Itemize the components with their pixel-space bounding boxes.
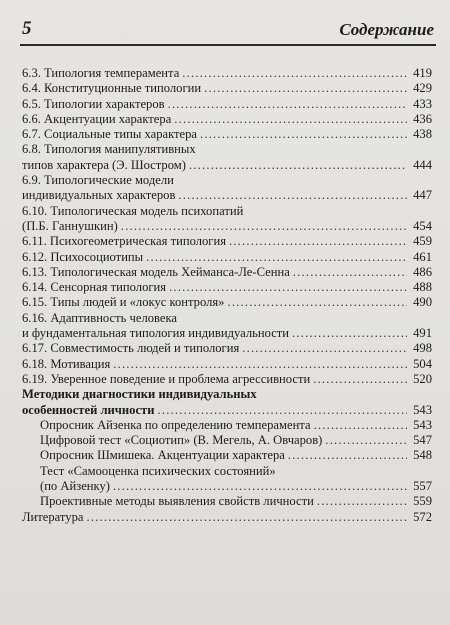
toc-entry	[22, 494, 432, 509]
dot-leader	[146, 250, 407, 265]
toc-entry-title: Проективные методы выявления свойств личности	[40, 494, 314, 509]
toc-entry-title: особенностей личности	[22, 402, 155, 417]
toc-page-number: 491	[413, 326, 432, 341]
toc-page-number: 444	[413, 157, 432, 172]
toc-entry	[22, 448, 432, 463]
toc-entry	[22, 81, 432, 96]
dot-leader	[325, 433, 407, 448]
toc-entry-title: 6.18. Мотивация	[22, 356, 111, 371]
toc-page-number: 543	[413, 402, 432, 417]
toc-entry-title: 6.7. Социальные типы характера	[22, 127, 198, 142]
toc-entry	[22, 341, 432, 356]
toc-entry-line	[22, 372, 432, 387]
toc-entry-title: (по Айзенку)	[40, 479, 110, 494]
dot-leader	[292, 326, 407, 341]
toc-entry-line	[22, 265, 432, 280]
toc-entry-line	[22, 250, 432, 265]
toc-entry-line	[22, 66, 432, 81]
dot-leader	[168, 97, 407, 112]
toc-entry-line	[22, 219, 432, 234]
toc-entry-title: 6.8. Типология манипулятивных	[22, 142, 196, 157]
toc-page-number: 498	[413, 341, 432, 356]
dot-leader	[178, 188, 407, 203]
toc-entry	[22, 265, 432, 280]
toc-entry	[22, 204, 432, 235]
toc-entry-title: Тест «Самооценка психических состояний»	[40, 463, 276, 478]
toc-entry	[22, 433, 432, 448]
toc-page-number: 459	[413, 234, 432, 249]
dot-leader	[229, 234, 407, 249]
dot-leader	[169, 280, 407, 295]
toc-entry-title: 6.9. Типологические модели	[22, 173, 174, 188]
page-number: 5	[22, 18, 32, 39]
toc-entry-line	[22, 479, 432, 494]
toc-entry-title: типов характера (Э. Шостром)	[22, 157, 186, 172]
toc-entry-line	[22, 295, 432, 310]
toc-entry-title: 6.10. Типологическая модель психопатий	[22, 203, 244, 218]
dot-leader	[182, 66, 407, 81]
toc-entry-title: 6.16. Адаптивность человека	[22, 310, 178, 325]
toc-page-number: 461	[413, 249, 432, 264]
dot-leader	[313, 372, 407, 387]
toc-entry-title: 6.17. Совместимость людей и типология	[22, 341, 240, 356]
toc-entry	[22, 250, 432, 265]
toc-entry-line	[22, 448, 432, 463]
toc-entry	[22, 173, 432, 204]
toc-entry	[22, 510, 432, 525]
toc-entry-line	[22, 326, 432, 341]
toc-entry-line	[22, 357, 432, 372]
toc-entry-line	[22, 433, 432, 448]
toc-entry	[22, 372, 432, 387]
toc-entry	[22, 418, 432, 433]
toc-page-number: 438	[413, 127, 432, 142]
header-rule	[20, 44, 436, 46]
toc-page-number: 454	[413, 218, 432, 233]
toc-entry-title: (П.Б. Ганнушкин)	[22, 218, 118, 233]
dot-leader	[288, 448, 407, 463]
dot-leader	[113, 357, 407, 372]
dot-leader	[293, 265, 407, 280]
toc-page-number: 557	[413, 479, 432, 494]
toc-entry	[22, 295, 432, 310]
toc-entry-line	[22, 158, 432, 173]
toc-entry-line	[22, 127, 432, 142]
toc-page-number: 447	[413, 188, 432, 203]
dot-leader	[113, 479, 407, 494]
toc-entry-title: Опросник Шмишека. Акцентуации характера	[40, 448, 285, 463]
dot-leader	[86, 510, 407, 525]
toc-entry	[22, 97, 432, 112]
toc-entry-line	[22, 112, 432, 127]
toc-entry-title: Методики диагностики индивидуальных	[22, 387, 257, 402]
toc-entry-title: индивидуальных характеров	[22, 188, 176, 203]
toc-entry-line	[22, 464, 432, 479]
toc-entry-title: 6.4. Конституционные типологии	[22, 81, 202, 96]
toc-page-number: 488	[413, 280, 432, 295]
toc-entry-line	[22, 280, 432, 295]
toc-entry-title: 6.12. Психосоциотипы	[22, 249, 144, 264]
toc-entry-line	[22, 311, 432, 326]
toc-entry	[22, 357, 432, 372]
dot-leader	[174, 112, 407, 127]
dot-leader	[158, 403, 408, 418]
toc-entry-line	[22, 97, 432, 112]
table-of-contents	[22, 66, 432, 525]
toc-entry-line	[22, 387, 432, 402]
toc-entry-title: 6.14. Сенсорная типология	[22, 280, 167, 295]
toc-entry	[22, 387, 432, 418]
toc-entry-title: и фундаментальная типология индивидуальности	[22, 326, 290, 341]
toc-entry-title: Цифровой тест «Социотип» (В. Мегель, А. Овчаров)	[40, 433, 323, 448]
toc-entry	[22, 464, 432, 495]
toc-page-number: 419	[413, 66, 432, 80]
toc-entry-title: Опросник Айзенка по определению темперамента	[40, 417, 311, 432]
toc-entry-line	[22, 403, 432, 418]
toc-entry-line	[22, 188, 432, 203]
toc-entry-line	[22, 234, 432, 249]
toc-entry	[22, 127, 432, 142]
dot-leader	[204, 81, 407, 96]
toc-entry	[22, 142, 432, 173]
toc-page-number: 547	[413, 433, 432, 448]
toc-entry-line	[22, 510, 432, 525]
toc-page-number: 504	[413, 356, 432, 371]
toc-entry-line	[22, 341, 432, 356]
toc-page-number: 486	[413, 264, 432, 279]
toc-entry-line	[22, 173, 432, 188]
toc-entry-line	[22, 204, 432, 219]
dot-leader	[227, 295, 407, 310]
dot-leader	[314, 418, 407, 433]
toc-page-number: 490	[413, 295, 432, 310]
dot-leader	[200, 127, 407, 142]
toc-entry-title: Литература	[22, 509, 84, 524]
dot-leader	[189, 158, 407, 173]
dot-leader	[121, 219, 407, 234]
toc-entry	[22, 234, 432, 249]
dot-leader	[242, 341, 407, 356]
toc-entry-line	[22, 418, 432, 433]
toc-entry-line	[22, 81, 432, 96]
toc-page-number: 429	[413, 81, 432, 96]
toc-page-number: 543	[413, 417, 432, 432]
toc-entry-line	[22, 142, 432, 157]
toc-page-number: 436	[413, 111, 432, 126]
toc-page-number: 433	[413, 96, 432, 111]
toc-entry	[22, 280, 432, 295]
toc-entry	[22, 311, 432, 342]
toc-entry-title: 6.3. Типология темперамента	[22, 66, 180, 80]
toc-entry	[22, 112, 432, 127]
running-title: Содержание	[339, 20, 434, 39]
page-header	[20, 14, 436, 44]
toc-entry-title: 6.19. Уверенное поведение и проблема агрессивности	[22, 371, 311, 386]
toc-page-number: 520	[413, 371, 432, 386]
toc-entry-title: 6.5. Типологии характеров	[22, 96, 165, 111]
toc-entry-title: 6.6. Акцентуации характера	[22, 111, 172, 126]
toc-entry-title: 6.15. Типы людей и «локус контроля»	[22, 295, 225, 310]
dot-leader	[317, 494, 407, 509]
toc-entry-line	[22, 494, 432, 509]
toc-entry	[22, 66, 432, 81]
toc-page-number: 572	[413, 509, 432, 524]
toc-page-number: 548	[413, 448, 432, 463]
toc-entry-title: 6.13. Типологическая модель Хейманса-Ле-Сенна	[22, 264, 290, 279]
toc-page-number: 559	[413, 494, 432, 509]
toc-entry-title: 6.11. Психогеометрическая типология	[22, 234, 226, 249]
